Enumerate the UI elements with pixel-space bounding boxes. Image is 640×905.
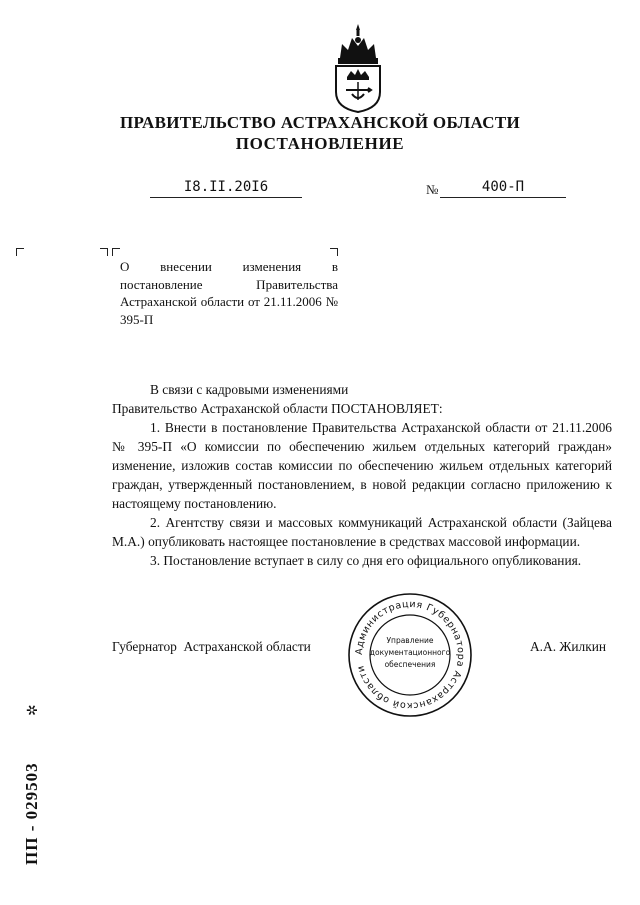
preamble-line-1: В связи с кадровыми изменениями (150, 382, 349, 397)
corner-mark-left (16, 248, 24, 256)
stamp-center-line-2: документационного (369, 648, 451, 657)
stamp-center-line-1: Управление (386, 636, 434, 645)
stamp-ring-text: Администрация Губернатора Астраханской области (353, 598, 467, 712)
official-stamp (347, 592, 473, 718)
organization-title: ПРАВИТЕЛЬСТВО АСТРАХАНСКОЙ ОБЛАСТИ (120, 113, 520, 132)
ornament-icon: ✲ (25, 704, 41, 716)
document-subject: О внесении изменения в постановление Правительства Астраханской области от 21.11.2006 № 395-П (120, 259, 338, 327)
document-body (112, 380, 612, 570)
coat-of-arms-emblem (330, 22, 386, 114)
corner-mark-subject-right (330, 248, 338, 256)
signatory-position: Губернатор Астраханской области (112, 639, 311, 654)
document-date: I8.II.20I6 (183, 179, 269, 195)
number-sign: № (426, 182, 439, 197)
serial-number-text: ПП - 029503 (22, 762, 41, 865)
corner-mark-subject-left-b (112, 248, 120, 256)
serial-number (10, 700, 50, 870)
document-number: 400-П (481, 179, 525, 195)
clause-3: 3. Постановление вступает в силу со дня его официального опубликования. (150, 553, 582, 568)
stamp-center-line-3: обеспечения (384, 660, 436, 669)
corner-mark-subject-left-a (100, 248, 108, 256)
preamble-line-2: Правительство Астраханской области ПОСТАНОВЛЯЕТ: (112, 401, 443, 416)
document-type-title: ПОСТАНОВЛЕНИЕ (235, 134, 405, 153)
clause-1: 1. Внести в постановление Правительства Астраханской области от 21.11.2006 № 395-П «О комиссии по обеспечению жильем отдельных категорий граждан» изменение, изложив состав комиссии по обеспечению жильем отдельных категорий граждан, утвержденный постановлением, в новой редакции согласно приложению к настоящему постановлению. (112, 420, 612, 511)
signatory-name: А.А. Жилкин (530, 639, 607, 654)
clause-2: 2. Агентству связи и массовых коммуникаций Астраханской области (Зайцева М.А.) опубликовать настоящее постановление в средствах массовой информации. (112, 515, 612, 549)
date-underline (150, 197, 302, 198)
number-underline (440, 197, 566, 198)
